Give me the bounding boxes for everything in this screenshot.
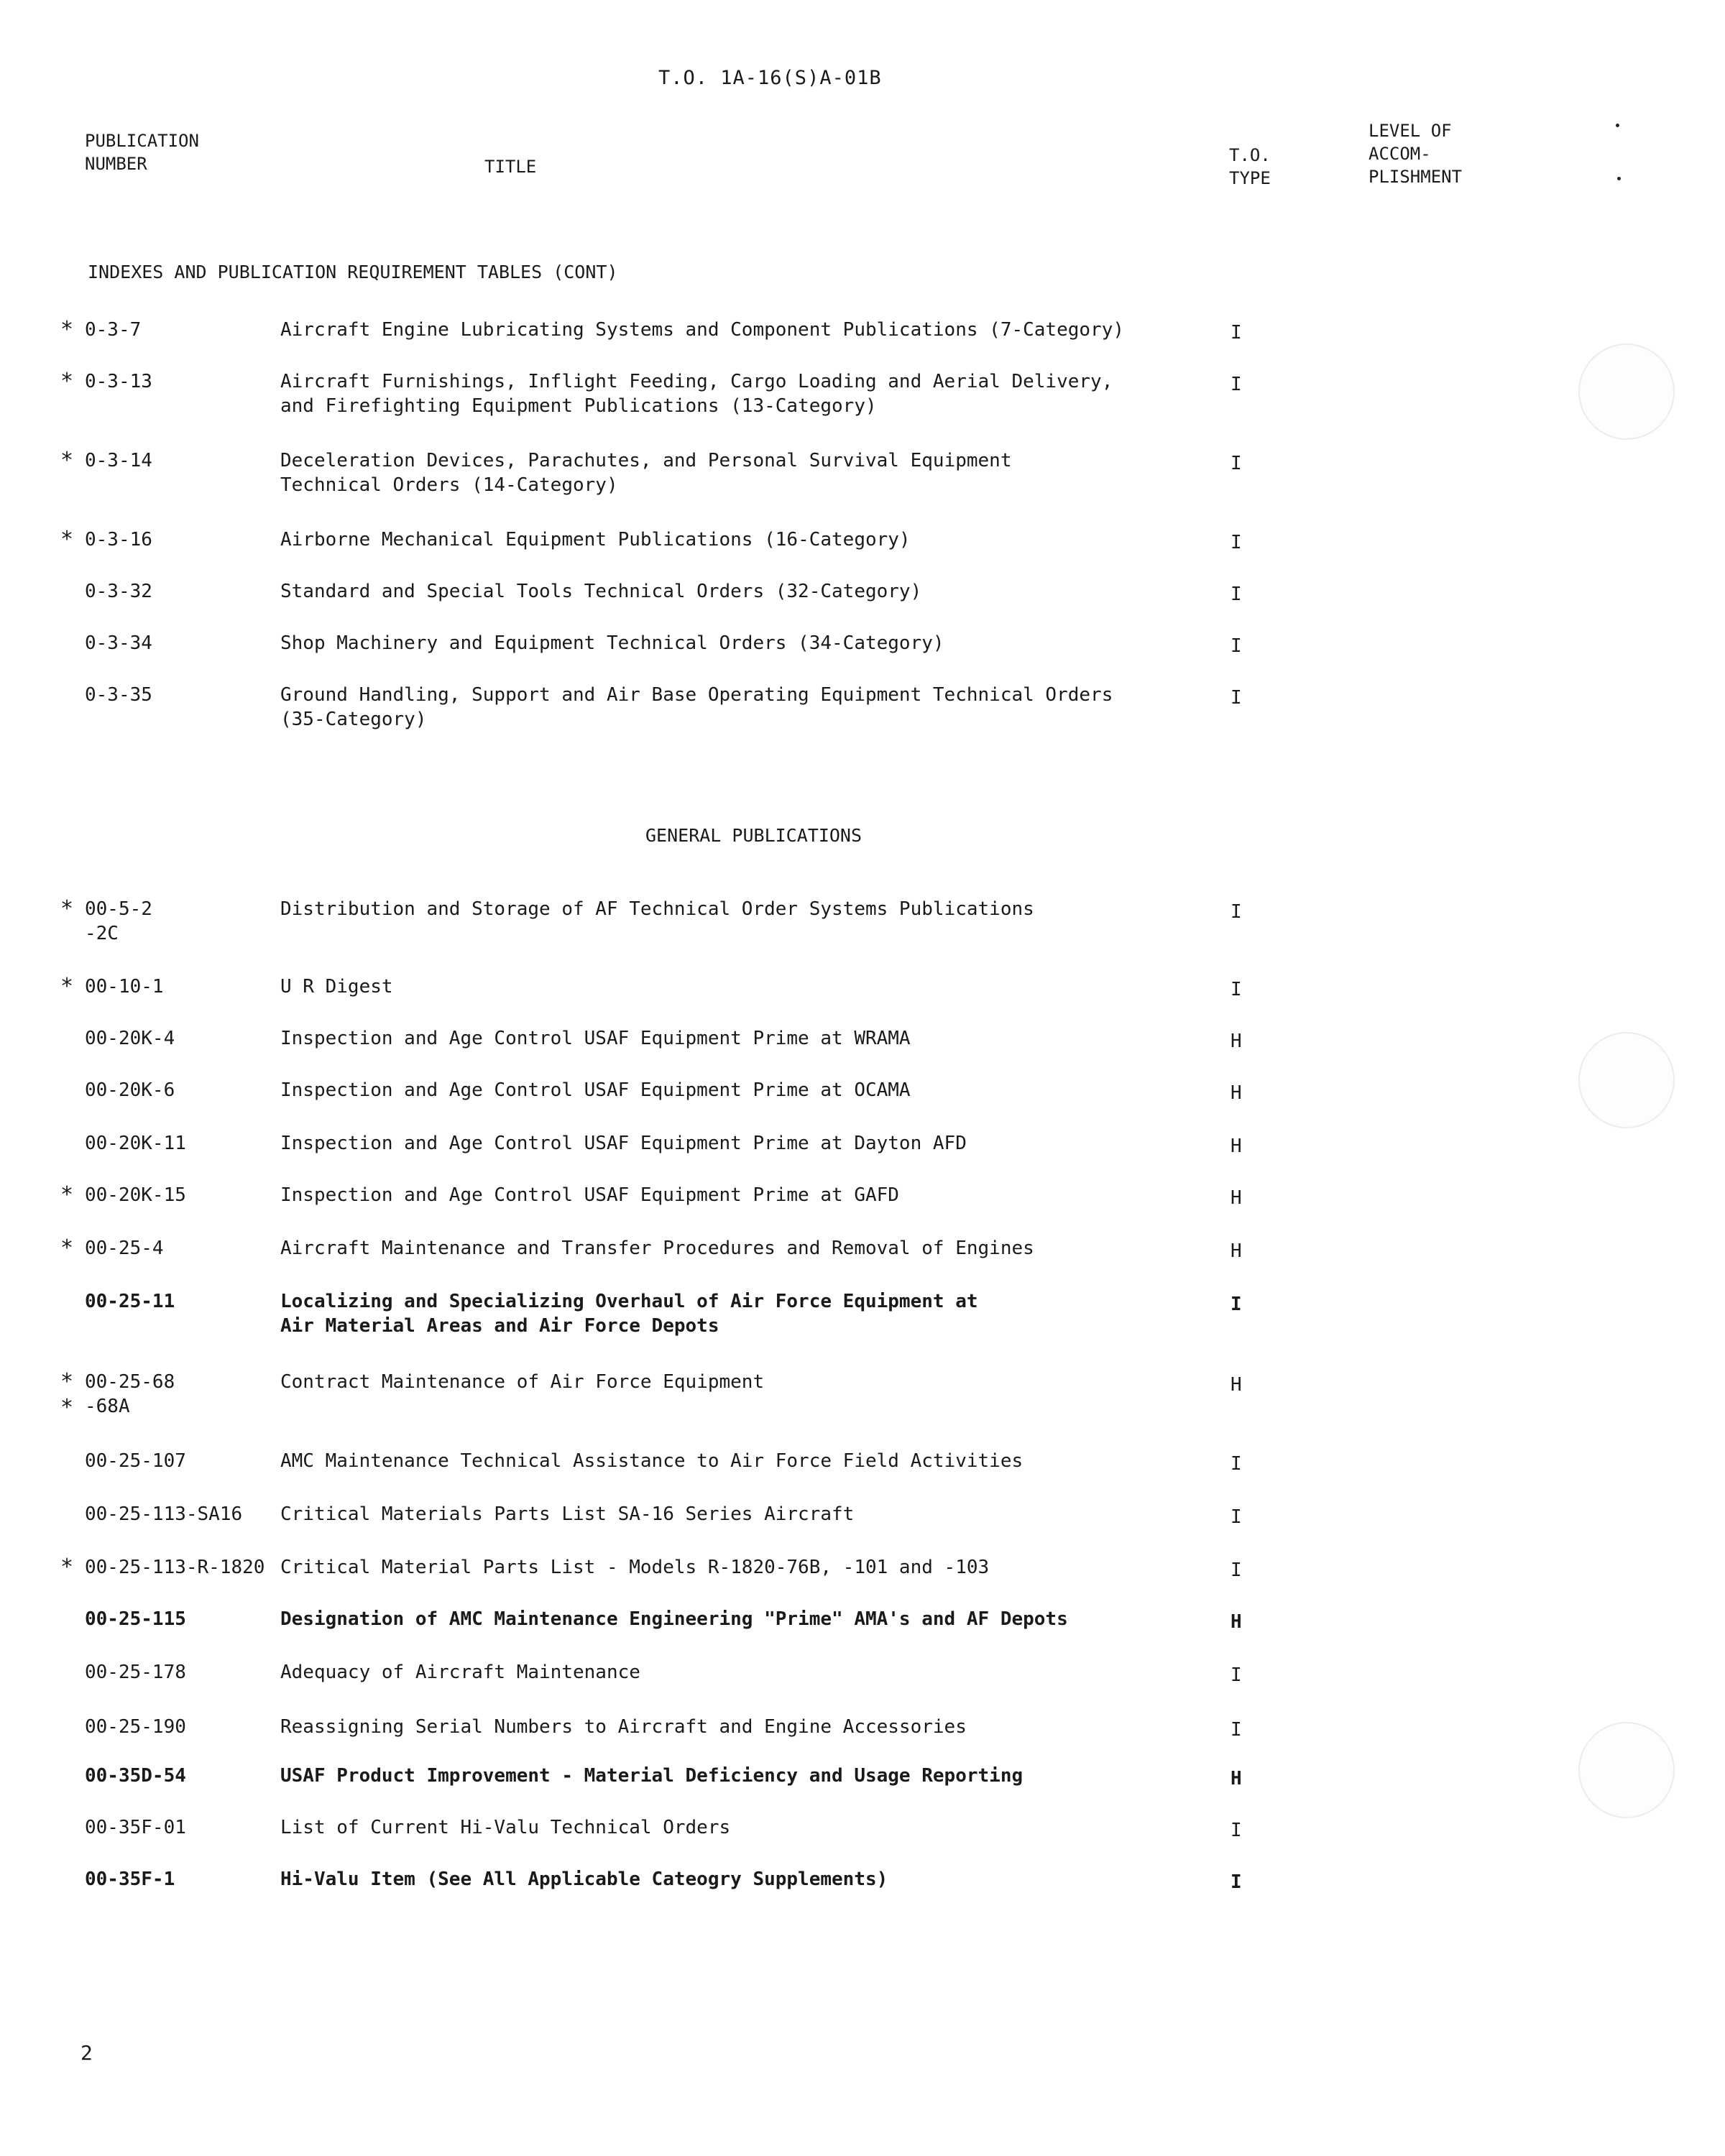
publication-number: 00-35D-54 [85,1765,186,1787]
publication-number: 00-20K-11 [85,1133,186,1154]
publication-number: 00-25-68 -68A [85,1371,175,1417]
table-row [0,1815,1725,1873]
to-type: I [1230,584,1242,605]
to-type: I [1230,1560,1242,1581]
table-row [0,448,1725,506]
to-type: H [1230,1240,1242,1262]
publication-title: Shop Machinery and Equipment Technical Orders (34-Category) [280,632,944,654]
publication-number: 00-25-113-SA16 [85,1503,243,1525]
publication-number: 00-25-190 [85,1716,186,1738]
table-row [0,1183,1725,1240]
change-marker: * [60,1369,74,1394]
table-row [0,579,1725,637]
to-type: I [1230,1664,1242,1686]
header-level-of-accomplishment: LEVEL OF ACCOM- PLISHMENT [1368,121,1463,187]
change-marker: * [60,896,74,921]
to-type: H [1230,1031,1242,1052]
document-title: T.O. 1A-16(S)A-01B [658,67,882,89]
publication-number: 00-5-2 -2C [85,898,152,944]
to-type: H [1230,1611,1242,1633]
table-row [0,1078,1725,1135]
publication-number: 00-20K-4 [85,1028,175,1049]
publication-number: 00-35F-1 [85,1869,175,1890]
to-type: I [1230,1871,1242,1893]
publication-title: Localizing and Specializing Overhaul of Air Force Equipment at Air Material Areas and Air Force Depots [280,1291,978,1337]
to-type: I [1230,1294,1242,1315]
publication-title: Standard and Special Tools Technical Orders (32-Category) [280,581,922,602]
table-row [0,1660,1725,1718]
publication-number: 00-20K-15 [85,1184,186,1206]
page-number: 2 [80,2041,93,2065]
publication-title: Adequacy of Aircraft Maintenance [280,1662,640,1683]
change-marker: * [60,527,74,552]
table-row [0,683,1725,740]
publication-title: Deceleration Devices, Parachutes, and Personal Survival Equipment Technical Orders (14-Category) [280,450,1012,496]
to-type: H [1230,1135,1242,1157]
to-type: I [1230,1719,1242,1741]
change-marker: * [60,1395,74,1420]
publication-title: U R Digest [280,976,393,998]
change-marker: * [60,1182,74,1207]
table-row [0,1026,1725,1084]
to-type: I [1230,1820,1242,1841]
to-type: I [1230,322,1242,344]
to-type: I [1230,635,1242,657]
publication-number: 0-3-35 [85,684,152,706]
to-type: H [1230,1374,1242,1396]
publication-title: Inspection and Age Control USAF Equipment Prime at Dayton AFD [280,1133,967,1154]
table-row [0,1607,1725,1664]
header-publication-number: PUBLICATION NUMBER [85,131,199,174]
publication-number: 0-3-32 [85,581,152,602]
publication-number: 00-25-178 [85,1662,186,1683]
table-row [0,897,1725,954]
publication-title: List of Current Hi-Valu Technical Orders [280,1817,731,1838]
publication-title: Critical Material Parts List - Models R-1820-76B, -101 and -103 [280,1557,990,1578]
table-row [0,1370,1725,1427]
to-type: I [1230,1506,1242,1528]
header-to-type: T.O. TYPE [1229,145,1271,188]
publication-number: 0-3-13 [85,371,152,392]
table-row [0,1764,1725,1821]
table-row [0,1502,1725,1560]
to-type: I [1230,687,1242,709]
table-row [0,318,1725,375]
change-marker: * [60,1554,74,1580]
table-row [0,528,1725,585]
scan-speck [1617,177,1621,180]
hole-punch-mark [1578,1032,1675,1128]
to-type: I [1230,979,1242,1000]
publication-number: 00-10-1 [85,976,164,998]
header-title: TITLE [484,157,537,177]
publication-number: 0-3-34 [85,632,152,654]
to-type: I [1230,901,1242,923]
publication-title: Inspection and Age Control USAF Equipment Prime at OCAMA [280,1079,911,1101]
publication-title: Airborne Mechanical Equipment Publications (16-Category) [280,529,911,550]
to-type: I [1230,1453,1242,1475]
publication-number: 00-25-4 [85,1238,164,1259]
publication-number: 00-20K-6 [85,1079,175,1101]
table-row [0,1236,1725,1294]
publication-number: 0-3-16 [85,529,152,550]
publication-number: 00-25-107 [85,1450,186,1472]
to-type: I [1230,532,1242,553]
table-row [0,631,1725,688]
publication-number: 00-35F-01 [85,1817,186,1838]
scan-speck [1616,124,1619,127]
publication-title: Contract Maintenance of Air Force Equipment [280,1371,765,1393]
table-row [0,1289,1725,1347]
table-row [0,1555,1725,1613]
publication-title: Aircraft Maintenance and Transfer Procedures and Removal of Engines [280,1238,1034,1259]
to-type: H [1230,1187,1242,1209]
publication-title: Designation of AMC Maintenance Engineering "Prime" AMA's and AF Depots [280,1608,1068,1630]
publication-title: USAF Product Improvement - Material Deficiency and Usage Reporting [280,1765,1024,1787]
table-row [0,1131,1725,1189]
publication-title: Distribution and Storage of AF Technical Order Systems Publications [280,898,1034,920]
publication-number: 0-3-7 [85,319,142,341]
publication-number: 00-25-115 [85,1608,186,1630]
table-row [0,1867,1725,1925]
section-heading-general-publications: GENERAL PUBLICATIONS [645,825,862,846]
to-type: H [1230,1082,1242,1104]
change-marker: * [60,1235,74,1261]
publication-title: Reassigning Serial Numbers to Aircraft and Engine Accessories [280,1716,967,1738]
change-marker: * [60,448,74,473]
to-type: H [1230,1768,1242,1789]
publication-number: 00-25-11 [85,1291,175,1312]
hole-punch-mark [1578,344,1675,440]
change-marker: * [60,317,74,342]
hole-punch-mark [1578,1722,1675,1818]
table-row [0,975,1725,1032]
publication-title: AMC Maintenance Technical Assistance to Air Force Field Activities [280,1450,1024,1472]
publication-number: 0-3-14 [85,450,152,471]
change-marker: * [60,369,74,394]
to-type: I [1230,453,1242,474]
publication-title: Aircraft Furnishings, Inflight Feeding, Cargo Loading and Aerial Delivery, and Firefighting Equipment Publications (13-Category) [280,371,1113,417]
publication-title: Critical Materials Parts List SA-16 Series Aircraft [280,1503,855,1525]
change-marker: * [60,974,74,999]
publication-title: Aircraft Engine Lubricating Systems and Component Publications (7-Category) [280,319,1124,341]
section-heading-indexes: INDEXES AND PUBLICATION REQUIREMENT TABLES (CONT) [88,262,618,282]
publication-title: Hi-Valu Item (See All Applicable Cateogry Supplements) [280,1869,888,1890]
publication-number: 00-25-113-R-1820 [85,1557,265,1578]
table-row [0,1449,1725,1506]
publication-title: Inspection and Age Control USAF Equipment Prime at GAFD [280,1184,899,1206]
table-row [0,369,1725,427]
publication-title: Inspection and Age Control USAF Equipment Prime at WRAMA [280,1028,911,1049]
publication-title: Ground Handling, Support and Air Base Operating Equipment Technical Orders (35-Category) [280,684,1113,730]
to-type: I [1230,374,1242,395]
